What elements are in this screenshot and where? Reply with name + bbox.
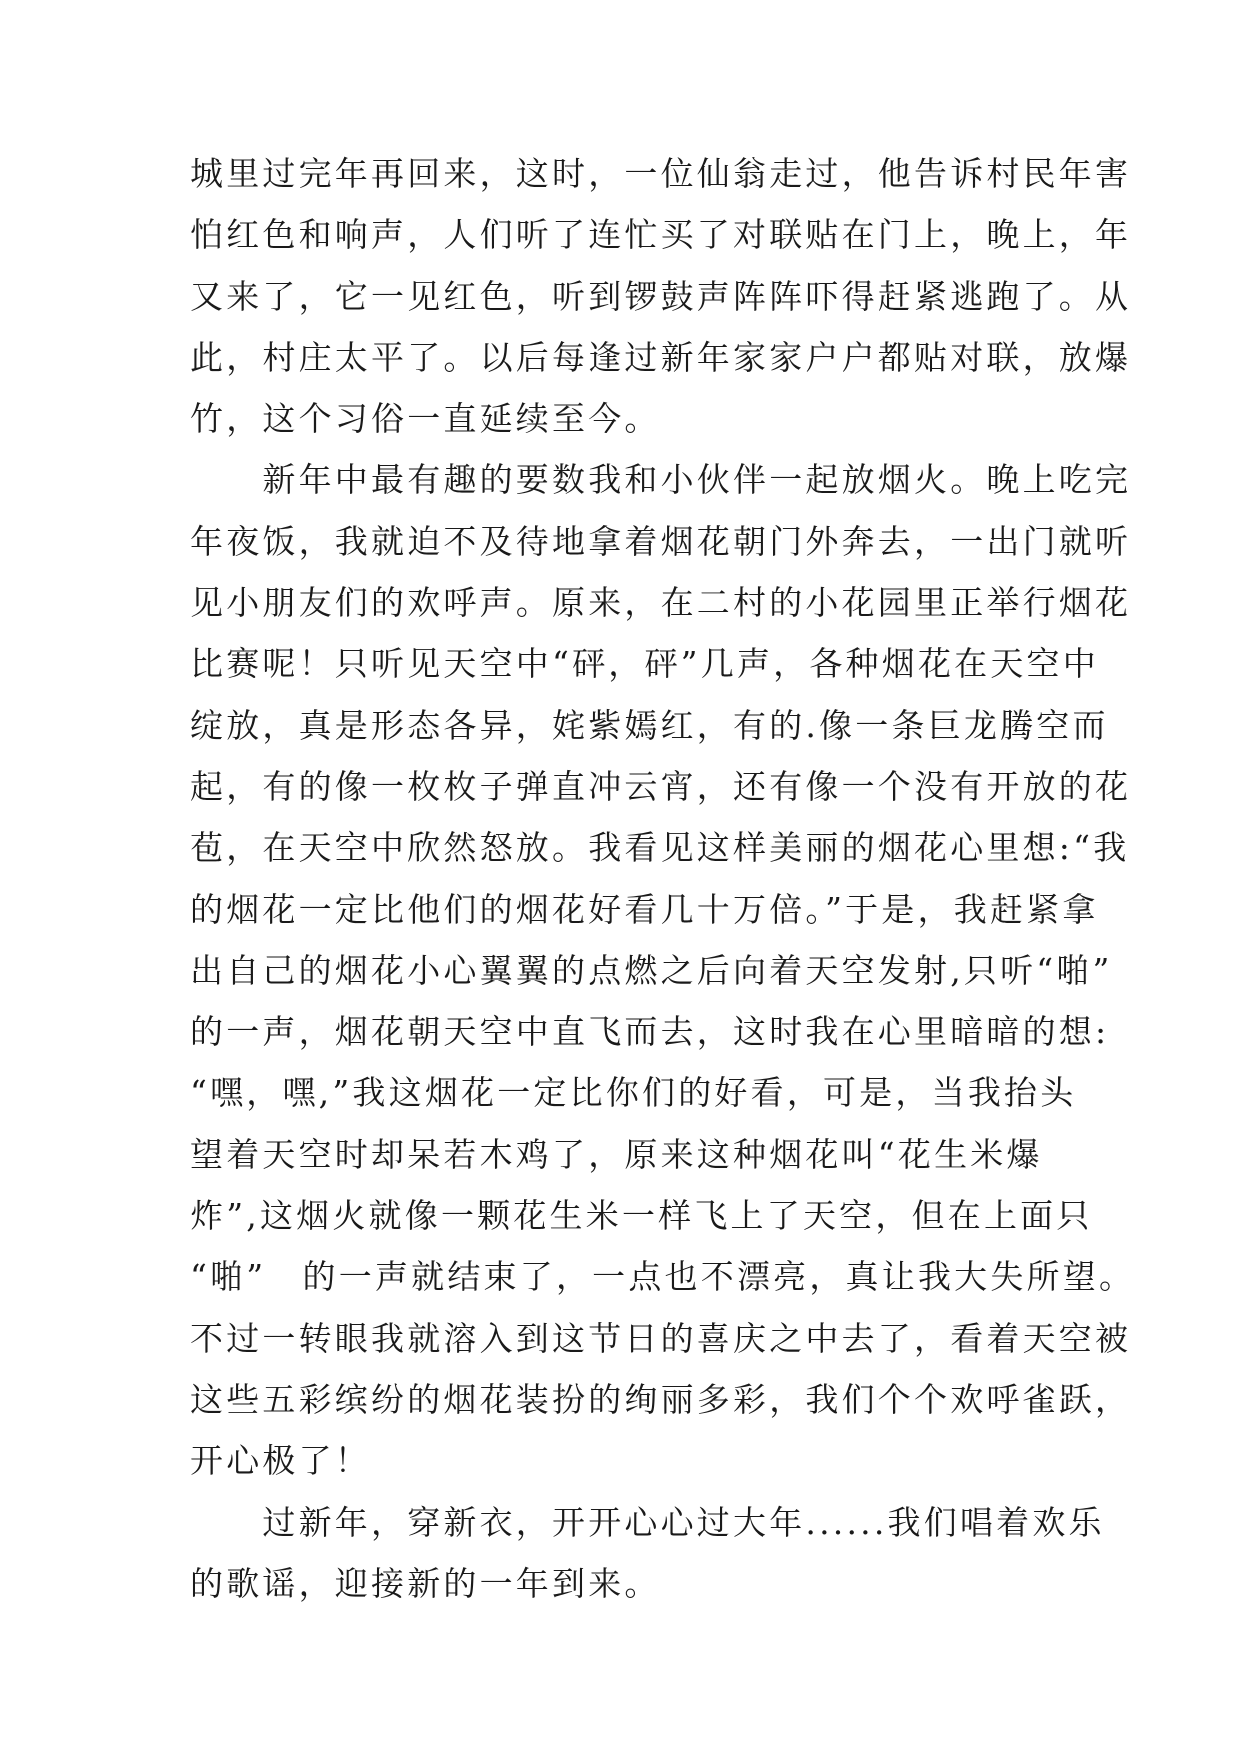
text-line: 比赛呢！只听见天空中“砰，砰”几声，各种烟花在天空中 [190,644,1099,684]
text-line: 望着天空时却呆若木鸡了，原来这种烟花叫“花生米爆 [190,1134,1043,1174]
text-line: 不过一转眼我就溶入到这节日的喜庆之中去了，看着天空被 [190,1318,1132,1358]
text-line: 的烟花一定比他们的烟花好看几十万倍。”于是，我赶紧拿 [190,889,1099,929]
text-line: 此，村庄太平了。以后每逢过新年家家户户都贴对联，放爆 [190,337,1132,377]
body-text [190,154,1136,1625]
text-line: 怕红色和响声，人们听了连忙买了对联贴在门上，晚上，年 [190,215,1132,255]
text-line: 年夜饭，我就迫不及待地拿着烟花朝门外奔去，一出门就听 [190,521,1132,561]
text-line: 炸”,这烟火就像一颗花生米一样飞上了天空，但在上面只 [190,1196,1093,1236]
text-line: 的歌谣，迎接新的一年到来。 [190,1563,661,1603]
text-line: 这些五彩缤纷的烟花装扮的绚丽多彩，我们个个欢呼雀跃， [190,1379,1132,1419]
text-line: “啪” 的一声就结束了，一点也不漂亮，真让我大失所望。 [190,1257,1136,1297]
text-line: “嘿，嘿,”我这烟花一定比你们的好看，可是，当我抬头 [190,1073,1077,1113]
text-line: 出自己的烟花小心翼翼的点燃之后向着天空发射,只听“啪” [190,950,1113,990]
text-line: 绽放，真是形态各异，姹紫嫣红，有的.像一条巨龙腾空而 [190,705,1109,745]
text-line: 竹，这个习俗一直延续至今。 [190,399,661,439]
text-line: 的一声，烟花朝天空中直飞而去，这时我在心里暗暗的想: [190,1012,1110,1052]
paragraph-start-line: 新年中最有趣的要数我和小伙伴一起放烟火。晚上吃完 [190,460,1132,500]
text-line: 见小朋友们的欢呼声。原来，在二村的小花园里正举行烟花 [190,583,1132,623]
text-line: 起，有的像一枚枚子弹直冲云宵，还有像一个没有开放的花 [190,766,1132,806]
text-line: 又来了，它一见红色，听到锣鼓声阵阵吓得赶紧逃跑了。从 [190,276,1132,316]
text-line: 苞，在天空中欣然怒放。我看见这样美丽的烟花心里想:“我 [190,828,1130,868]
text-line: 城里过完年再回来，这时，一位仙翁走过，他告诉村民年害 [190,154,1132,193]
text-line: 开心极了！ [190,1441,371,1481]
paragraph-start-line: 过新年，穿新衣，开开心心过大年......我们唱着欢乐 [190,1502,1105,1542]
